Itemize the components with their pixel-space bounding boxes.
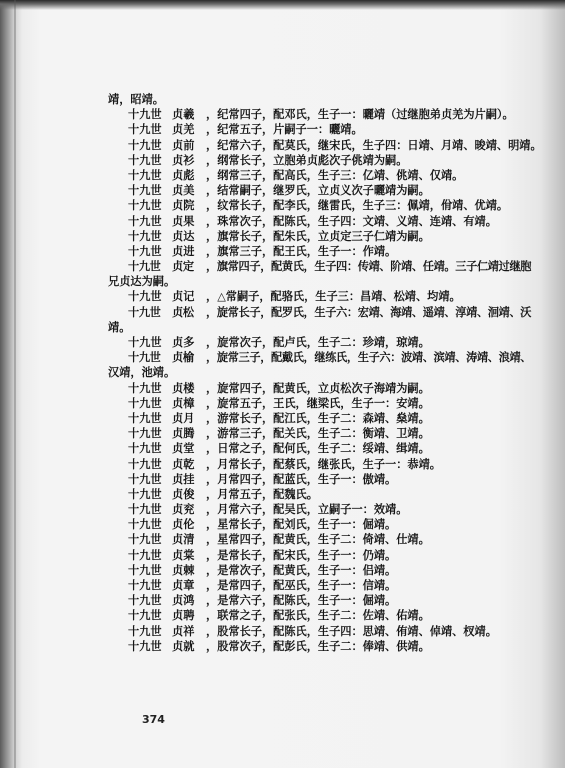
person-name: 贞衫 — [172, 152, 195, 167]
genealogy-entry — [104, 578, 524, 593]
continuation-text: 兄贞达为嗣。 — [108, 274, 176, 289]
generation-label: 十九世 — [128, 517, 162, 532]
person-name: 贞棠 — [172, 547, 195, 562]
person-name: 贞清 — [172, 532, 195, 547]
person-name: 贞院 — [172, 198, 195, 213]
person-name: 贞羲 — [172, 107, 195, 122]
entry-description: ，是常长子，配宋氏，生子一：仍靖。 — [206, 547, 397, 562]
entry-description: ，△常嗣子，配骆氏，生子三：昌靖、松靖、均靖。 — [206, 289, 461, 304]
genealogy-entry — [104, 593, 524, 608]
entry-description: ，股常长子，配陈氏，生子四：思靖、侑靖、倬靖、杈靖。 — [206, 623, 497, 638]
entry-description: ，日常之子，配何氏，生子二：绥靖、缉靖。 — [206, 441, 430, 456]
generation-label: 十九世 — [128, 456, 162, 471]
person-name: 贞腾 — [172, 426, 195, 441]
genealogy-entry — [104, 441, 524, 456]
generation-label: 十九世 — [128, 243, 162, 258]
genealogy-entry — [104, 411, 524, 426]
person-name: 贞鸿 — [172, 593, 195, 608]
continuation-line — [104, 274, 524, 289]
genealogy-entry — [104, 396, 524, 411]
person-name: 贞多 — [172, 335, 195, 349]
person-name: 贞堂 — [172, 441, 195, 456]
person-name: 贞楼 — [172, 380, 195, 395]
genealogy-entry — [104, 563, 524, 578]
genealogy-entry — [104, 198, 524, 213]
generation-label: 十九世 — [128, 335, 162, 349]
entry-description: ，游常长子，配江氏，生子二：森靖、燊靖。 — [206, 410, 430, 425]
generation-label: 十九世 — [128, 107, 162, 122]
entry-description: ，股常次子，配彭氏，生子二：俸靖、供靖。 — [206, 638, 430, 653]
generation-label: 十九世 — [128, 259, 161, 274]
generation-label: 十九世 — [128, 213, 162, 228]
page-number: 374 — [142, 713, 165, 726]
entry-description: ，月常长子，配蔡氏，继张氏，生子一：恭靖。 — [206, 456, 441, 471]
generation-label: 十九世 — [128, 380, 162, 395]
generation-label: 十九世 — [128, 228, 162, 243]
person-name: 贞棘 — [172, 562, 195, 577]
person-name: 贞就 — [172, 638, 195, 653]
continuation-line — [104, 365, 524, 380]
generation-label: 十九世 — [128, 532, 162, 547]
genealogy-entry — [104, 502, 524, 517]
scan-top-shadow — [0, 0, 565, 10]
entry-description: ，旋常四子，配黄氏，立贞松次子海靖为嗣。 — [206, 380, 430, 395]
generation-label: 十九世 — [128, 304, 161, 319]
person-name: 贞羌 — [172, 122, 195, 137]
entry-description: ，旗常四子，配黄氏，生子四：传靖、阶靖、任靖。三子仁靖过继胞 — [206, 259, 532, 274]
person-name: 贞彪 — [172, 167, 195, 182]
entry-description: ，是常次子，配黄氏，生子一：侣靖。 — [206, 562, 397, 577]
person-name: 贞祥 — [172, 623, 195, 638]
entry-description: ，纲常三子，配高氏，生子三：亿靖、佻靖、仅靖。 — [206, 167, 464, 182]
generation-label: 十九世 — [128, 638, 162, 653]
genealogy-entry — [104, 153, 524, 168]
continuation-text: 靖，昭靖。 — [108, 92, 164, 106]
person-name: 贞俊 — [172, 486, 195, 501]
genealogy-entry — [104, 229, 524, 244]
generation-label: 十九世 — [128, 198, 162, 213]
genealogy-entry — [104, 608, 524, 623]
person-name: 贞果 — [172, 213, 195, 228]
entry-description: ，纪常六子，配莫氏，继宋氏，生子四：日靖、月靖、晙靖、明靖。 — [206, 137, 542, 152]
person-name: 贞樟 — [172, 395, 195, 410]
entry-description: ，是常四子，配巫氏，生子一：信靖。 — [206, 578, 397, 592]
entry-description: ，旋常五子，王氏，继梁氏，生子一：安靖。 — [206, 395, 430, 410]
genealogy-text — [104, 92, 542, 654]
entry-description: ，是常六子，配陈氏，生子一：倔靖。 — [206, 593, 397, 608]
generation-label: 十九世 — [128, 502, 162, 517]
entry-description: ，联常之子，配张氏，生子二：佐靖、佑靖。 — [206, 608, 430, 623]
person-name: 贞聘 — [172, 608, 195, 623]
person-name: 贞前 — [172, 137, 195, 152]
generation-label: 十九世 — [128, 593, 162, 608]
genealogy-entry — [104, 304, 532, 320]
genealogy-entry — [104, 548, 524, 563]
generation-label: 十九世 — [128, 578, 162, 592]
person-name: 贞松 — [172, 304, 194, 319]
entry-description: ，月常四子，配蓝氏，生子一：傲靖。 — [206, 471, 397, 486]
generation-label: 十九世 — [128, 426, 162, 441]
continuation-text: 汉靖，池靖。 — [108, 365, 176, 380]
entry-description: ，星常四子，配黄氏，生子二：倚靖、仕靖。 — [206, 532, 430, 547]
book-gutter — [14, 0, 16, 768]
entry-description: ，纪常五子，片嗣子一：曬靖。 — [206, 122, 363, 137]
entry-description: ，纹常长子，配李氏，继雷氏，生子三：佩靖，佾靖、优靖。 — [206, 198, 509, 213]
person-name: 贞乾 — [172, 456, 195, 471]
entry-description: ，月常五子，配魏氏。 — [206, 486, 318, 501]
person-name: 贞章 — [172, 578, 195, 592]
entry-description: ，旗常长子，配朱氏，立贞定三子仁靖为嗣。 — [206, 228, 430, 243]
genealogy-entry — [104, 244, 524, 259]
genealogy-entry — [104, 183, 524, 198]
genealogy-entry — [104, 350, 532, 365]
genealogy-entry — [104, 259, 532, 274]
continuation-line — [104, 320, 524, 335]
genealogy-entry — [104, 624, 524, 639]
genealogy-entry — [104, 214, 524, 229]
generation-label: 十九世 — [128, 410, 162, 425]
person-name: 贞达 — [172, 228, 195, 243]
person-name: 贞记 — [172, 289, 195, 304]
genealogy-entry — [104, 457, 524, 472]
entry-block-b — [104, 289, 532, 319]
entry-description: ，纪常四子，配邓氏，生子一：曬靖（过继胞弟贞羌为片嗣）。 — [206, 107, 514, 122]
generation-label: 十九世 — [128, 608, 162, 623]
genealogy-entry — [104, 107, 524, 122]
continuation-line — [104, 92, 524, 107]
genealogy-entry — [104, 487, 524, 502]
entry-description: ，旋常次子，配卢氏，生子二：珍靖，琼靖。 — [206, 335, 430, 349]
entry-description: ，旗常三子，配王氏，生子一：作靖。 — [206, 243, 397, 258]
person-name: 贞月 — [172, 410, 195, 425]
person-name: 贞伦 — [172, 517, 195, 532]
generation-label: 十九世 — [128, 623, 162, 638]
generation-label: 十九世 — [128, 289, 162, 304]
genealogy-entry — [104, 517, 524, 532]
entry-description: ，纲常长子，立胞弟贞彪次子佻靖为嗣。 — [206, 152, 408, 167]
genealogy-entry — [104, 639, 524, 654]
entry-description: ，游常三子，配关氏，生子二：衡靖、卫靖。 — [206, 426, 430, 441]
genealogy-entry — [104, 472, 524, 487]
generation-label: 十九世 — [128, 183, 162, 198]
generation-label: 十九世 — [128, 562, 162, 577]
generation-label: 十九世 — [128, 350, 161, 365]
generation-label: 十九世 — [128, 441, 162, 456]
genealogy-entry — [104, 122, 524, 137]
entry-description: ，旋常长子，配罗氏，生子六：宏靖、海靖、遥靖、淳靖、洄靖、沃 — [206, 304, 532, 319]
entry-description: ，星常长子，配刘氏，生子一：倔靖。 — [206, 517, 397, 532]
generation-label: 十九世 — [128, 471, 162, 486]
generation-label: 十九世 — [128, 122, 162, 137]
person-name: 贞榆 — [172, 350, 194, 365]
generation-label: 十九世 — [128, 167, 162, 182]
genealogy-entry — [104, 168, 524, 183]
genealogy-entry — [104, 426, 524, 441]
person-name: 贞美 — [172, 183, 195, 198]
person-name: 贞兖 — [172, 502, 195, 517]
genealogy-entry — [104, 532, 524, 547]
genealogy-entry — [104, 289, 524, 304]
generation-label: 十九世 — [128, 137, 162, 152]
entry-block-d — [104, 381, 524, 654]
person-name: 贞挂 — [172, 471, 195, 486]
genealogy-entry — [104, 137, 542, 153]
entry-description: ，月常六子，配吴氏，立嗣子一：效靖。 — [206, 502, 408, 517]
entry-description: ，旋常三子，配戴氏，继练氏，生子六：波靖、滨靖、涛靖、浪靖、 — [206, 350, 532, 365]
genealogy-entry — [104, 335, 524, 350]
entry-block-c — [104, 335, 532, 365]
entry-block-a — [104, 107, 542, 274]
person-name: 贞进 — [172, 243, 195, 258]
generation-label: 十九世 — [128, 547, 162, 562]
entry-description: ，结常嗣子，继罗氏，立贞义次子曬靖为嗣。 — [206, 183, 430, 198]
generation-label: 十九世 — [128, 395, 162, 410]
continuation-text: 靖。 — [108, 319, 131, 334]
generation-label: 十九世 — [128, 486, 162, 501]
generation-label: 十九世 — [128, 152, 162, 167]
genealogy-entry — [104, 381, 524, 396]
person-name: 贞定 — [172, 259, 194, 274]
entry-description: ，珠常次子，配陈氏，生子四：文靖、义靖、连靖、有靖。 — [206, 213, 497, 228]
